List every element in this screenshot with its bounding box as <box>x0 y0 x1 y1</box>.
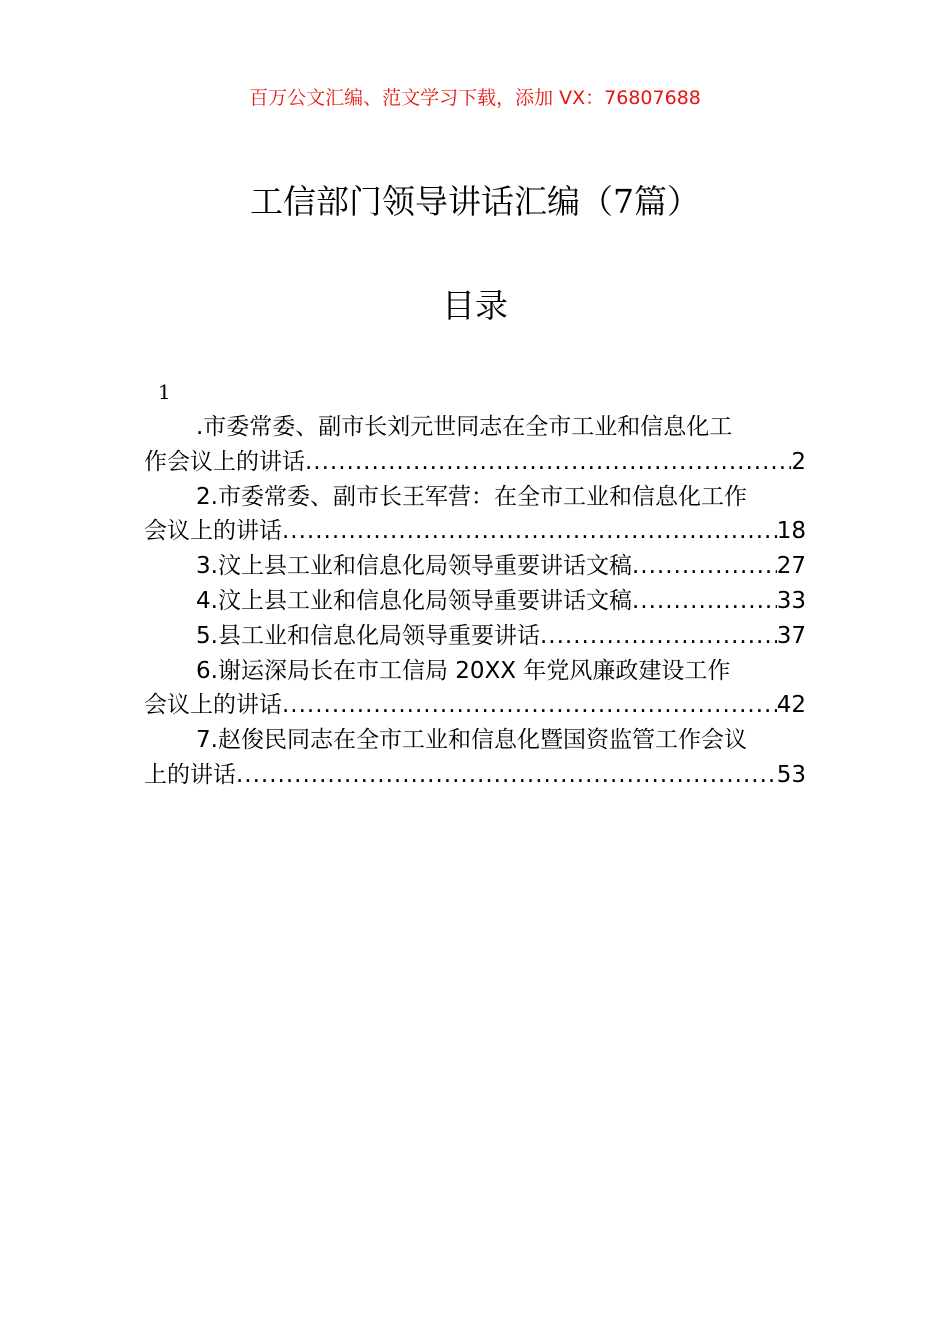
toc-entry-title: 5.县工业和信息化局领导重要讲话 <box>196 622 540 649</box>
document-title <box>0 176 950 228</box>
toc-heading: 目录 <box>442 286 508 325</box>
toc-leader-dots <box>282 688 777 723</box>
toc-entry-5[interactable] <box>144 619 806 654</box>
toc-leader-dots <box>282 514 777 549</box>
toc-entry-2-line-1[interactable] <box>144 480 806 515</box>
title-suffix: 篇） <box>634 182 700 221</box>
table-of-contents <box>144 410 806 793</box>
toc-entry-title: 7.赵俊民同志在全市工业和信息化暨国资监管工作会议 <box>196 727 747 754</box>
toc-page-number: 27 <box>776 553 806 580</box>
toc-entry-title: 4.汶上县工业和信息化局领导重要讲话文稿 <box>196 587 632 614</box>
toc-page-number: 53 <box>776 761 806 788</box>
toc-entry-title: 6.谢运深局长在市工信局 20XX 年党风廉政建设工作 <box>196 657 731 684</box>
toc-page-number: 18 <box>776 518 806 545</box>
title-prefix: 工信部门领导讲话汇编（ <box>250 182 613 221</box>
toc-page-number: 42 <box>776 692 806 719</box>
toc-entry-2-line-2[interactable] <box>144 514 806 549</box>
toc-page-number: 33 <box>776 587 806 614</box>
toc-entry-title-cont: 上的讲话 <box>144 761 236 788</box>
toc-marker: 1 <box>158 380 171 404</box>
toc-page-number: 2 <box>791 448 806 475</box>
header-note: 百万公文汇编、范文学习下载，添加 VX：76807688 <box>249 87 701 109</box>
toc-entry-title-cont: 会议上的讲话 <box>144 692 282 719</box>
toc-leader-dots <box>632 584 777 619</box>
toc-entry-1-line-1[interactable] <box>144 410 806 445</box>
toc-entry-title-cont: 作会议上的讲话 <box>144 448 305 475</box>
toc-entry-title: .市委常委、副市长刘元世同志在全市工业和信息化工 <box>196 414 733 440</box>
toc-leader-dots <box>540 619 777 654</box>
toc-entry-7-line-2[interactable] <box>144 758 806 793</box>
toc-entry-title: 3.汶上县工业和信息化局领导重要讲话文稿 <box>196 553 632 580</box>
toc-entry-6-line-2[interactable] <box>144 688 806 723</box>
toc-entry-7-line-1[interactable] <box>144 723 806 758</box>
title-number: 7 <box>613 182 634 221</box>
toc-entry-4[interactable] <box>144 584 806 619</box>
toc-entry-3[interactable] <box>144 549 806 584</box>
toc-entry-title-cont: 会议上的讲话 <box>144 518 282 545</box>
toc-entry-1-line-2[interactable] <box>144 445 806 480</box>
toc-leader-dots <box>632 549 777 584</box>
toc-entry-6-line-1[interactable] <box>144 654 806 689</box>
toc-entry-title: 2.市委常委、副市长王军营：在全市工业和信息化工作 <box>196 483 747 510</box>
toc-leader-dots <box>236 758 777 793</box>
toc-leader-dots <box>305 445 791 480</box>
toc-page-number: 37 <box>776 622 806 649</box>
